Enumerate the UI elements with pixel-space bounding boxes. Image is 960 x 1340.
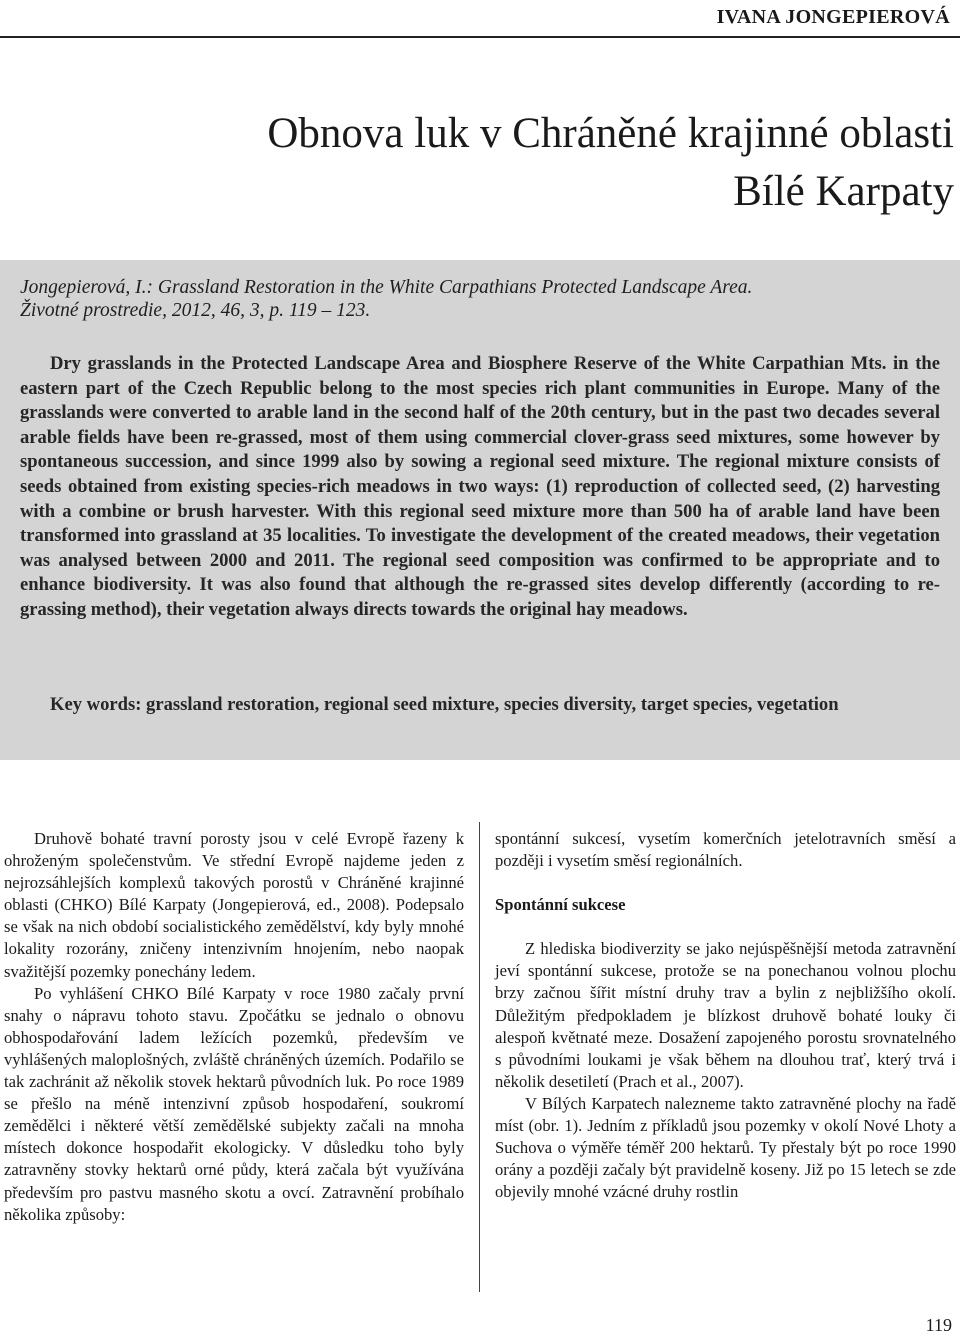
- citation-line-1: Jongepierová, I.: Grassland Restoration in the White Carpathians Protected Landscape Area.: [20, 277, 753, 298]
- section-heading: Spontánní sukcese: [495, 895, 626, 915]
- title-line-1: Obnova luk v Chráněné krajinné oblasti: [267, 110, 954, 157]
- citation-line-2: Životné prostredie, 2012, 46, 3, p. 119 – 123.: [20, 300, 371, 321]
- abstract-text: Dry grasslands in the Protected Landscape Area and Biosphere Reserve of the White Carpathian Mts. in the eastern part of the Czech Republic belong to the most species rich plant communities in Europe. Many of the grasslands were converted to arable land in the second half of the 20th century, but in the past two decades several arable fields have been re-grassed, most of them using commercial clover-grass seed mixtures, some however by spontaneous succession, and since 1999 also by sowing a regional seed mixture. The regional mixture consists of seeds obtained from existing species-rich meadows in two ways: (1) reproduction of collected seed, (2) harvesting with a combine or brush harvester. With this regional seed mixture more than 500 ha of arable land have been transformed into grassland at 35 localities. To investigate the development of the created meadows, their vegetation was analysed between 2000 and 2011. The regional seed composition was confirmed to be appropriate and to enhance biodiversity. It was also found that although the re-grassed sites develop differently (according to re-grassing method), their vegetation always directs towards the original hay meadows.: [20, 353, 940, 620]
- paragraph: Z hlediska biodiverzity se jako nejúspěšnější metoda zatravnění jeví spontánní sukcese, protože se na ponechanou volnou plochu brzy začnou šířit místní druhy trav a bylin z nejbližšího okolí. Důležitým předpokladem je blízkost druhově bohaté louky či alespoň květnaté meze. Dosažení zapojeného porostu srovnatelného s původními loukami je však během na dlouhou trať, který trvá i několik desetiletí (Prach et al., 2007).: [495, 939, 956, 1091]
- article-title: [54, 105, 954, 221]
- paragraph: Druhově bohaté travní porosty jsou v celé Evropě řazeny k ohroženým společenstvům. Ve střední Evropě najdeme jeden z nejrozsáhlejších komplexů takových porostů v Chráněné krajinné oblasti (CHKO) Bílé Karpaty (Jongepierová, ed., 2008). Podepsalo se však na nich období socialistického zemědělství, kdy byly mnohé lokality rozorány, zničeny intenzivním hnojením, nebo naopak svažitější pozemky ponechány ledem.: [4, 829, 464, 981]
- paragraph: V Bílých Karpatech nalezneme takto zatravněné plochy na řadě míst (obr. 1). Jedním z příkladů jsou pozemky v okolí Nové Lhoty a Suchova o výměře téměř 200 hektarů. Ty přestaly být po roce 1990 orány a později začaly být pravidelně koseny. Již po 15 letech se zde objevily mnohé vzácné druhy rostlin: [495, 1093, 956, 1202]
- header-rule: [0, 36, 960, 38]
- page-number: 119: [925, 1315, 952, 1335]
- title-line-2: Bílé Karpaty: [733, 168, 954, 215]
- column-divider: [479, 822, 480, 1292]
- paragraph: spontánní sukcesí, vysetím komerčních jetelotravních směsí a později i vysetím směsí regionálních.: [495, 829, 956, 871]
- keywords: Key words: grassland restoration, regional seed mixture, species diversity, target species, vegetation: [50, 694, 839, 715]
- running-header-author: IVANA JONGEPIEROVÁ: [716, 6, 950, 28]
- body-column-left: [4, 828, 464, 1226]
- body-column-right: [495, 828, 956, 1203]
- paragraph: Po vyhlášení CHKO Bílé Karpaty v roce 1980 začaly první snahy o nápravu tohoto stavu. Zpočátku se jednalo o obnovu obhospodařování ladem ležících pozemků, především ve vyhlášených maloplošných, zvláště chráněných územích. Podařilo se tak zachránit až několik stovek hektarů původních luk. Po roce 1989 se přešlo na méně intenzivní způsob hospodaření, soukromí zemědělci i některé větší zemědělské subjekty začali na mnoha místech dokonce hospodařit ekologicky. V důsledku toho byly zatravněny stovky hektarů orné půdy, která začala být využívána především pro pastvu masného skotu a ovcí. Zatravnění probíhalo několika způsoby:: [4, 983, 464, 1224]
- citation: [20, 276, 940, 322]
